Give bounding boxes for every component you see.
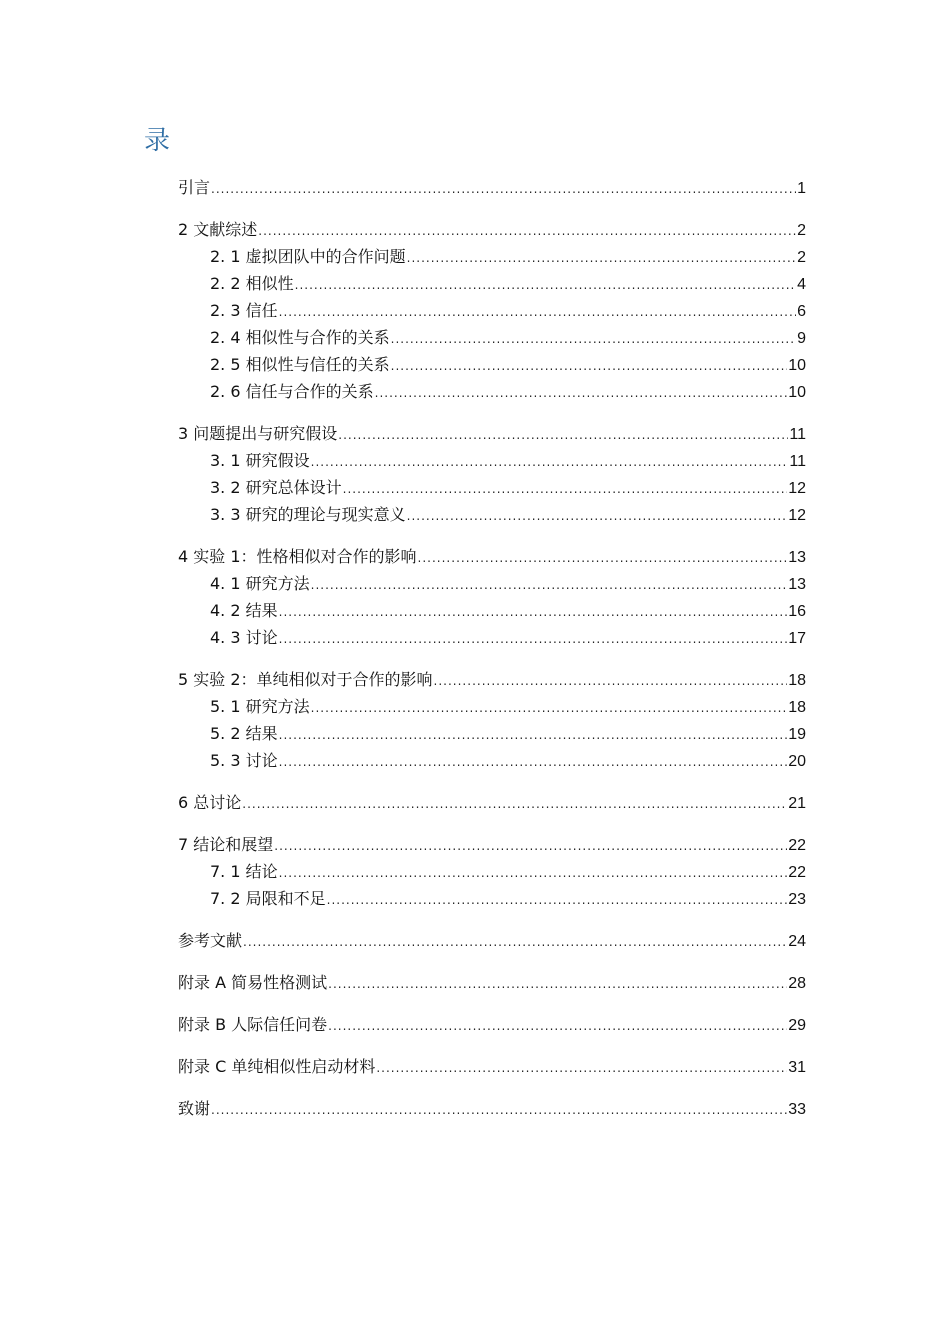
toc-entry-title: 3. 1 研究假设	[210, 451, 310, 470]
toc-entry[interactable]	[178, 859, 806, 886]
toc-entry-page-number: 22	[788, 864, 806, 881]
toc-entry-page-number: 18	[788, 699, 806, 716]
toc-dot-leader	[295, 273, 796, 298]
toc-entry-page-number: 10	[788, 357, 806, 374]
toc-dot-leader	[327, 888, 788, 913]
toc-entry[interactable]	[178, 1012, 806, 1039]
table-of-contents	[178, 175, 806, 1123]
toc-dot-leader	[279, 600, 788, 625]
toc-entry-page-number: 9	[797, 330, 806, 347]
toc-dot-leader	[391, 327, 796, 352]
toc-dot-leader	[211, 1098, 787, 1123]
toc-entry-title: 5. 2 结果	[210, 724, 278, 743]
toc-entry[interactable]	[178, 970, 806, 997]
toc-dot-leader	[376, 1056, 787, 1081]
toc-entry[interactable]	[178, 721, 806, 748]
toc-entry-title: 参考文献	[178, 931, 243, 950]
toc-entry-title: 附录 B 人际信任问卷	[178, 1015, 328, 1034]
toc-entry-title: 5. 1 研究方法	[210, 697, 310, 716]
toc-entry[interactable]	[178, 598, 806, 625]
toc-entry[interactable]	[178, 625, 806, 652]
toc-dot-leader	[407, 504, 788, 529]
toc-entry-title: 2. 4 相似性与合作的关系	[210, 328, 390, 347]
toc-entry[interactable]	[178, 244, 806, 271]
toc-entry-title: 5 实验 2：单纯相似对于合作的影响	[178, 670, 433, 689]
toc-dot-leader	[311, 696, 788, 721]
toc-dot-leader	[242, 792, 787, 817]
toc-dot-leader	[279, 750, 788, 775]
toc-entry[interactable]	[178, 790, 806, 817]
toc-entry[interactable]	[178, 217, 806, 244]
toc-entry[interactable]	[178, 748, 806, 775]
toc-entry-page-number: 17	[788, 630, 806, 647]
toc-entry-page-number: 20	[788, 753, 806, 770]
toc-dot-leader	[434, 669, 788, 694]
toc-entry-page-number: 11	[789, 453, 806, 470]
toc-entry[interactable]	[178, 379, 806, 406]
toc-entry[interactable]	[178, 544, 806, 571]
toc-dot-leader	[279, 300, 796, 325]
toc-entry-page-number: 33	[788, 1101, 806, 1118]
toc-entry-title: 2 文献综述	[178, 220, 258, 239]
toc-entry[interactable]	[178, 421, 806, 448]
toc-dot-leader	[418, 546, 788, 571]
toc-entry-title: 2. 2 相似性	[210, 274, 294, 293]
toc-entry-page-number: 10	[788, 384, 806, 401]
toc-entry-page-number: 1	[797, 180, 806, 197]
toc-entry-page-number: 12	[788, 480, 806, 497]
toc-dot-leader	[311, 450, 789, 475]
toc-dot-leader	[211, 177, 796, 202]
toc-entry-title: 4. 2 结果	[210, 601, 278, 620]
toc-entry-title: 4. 3 讨论	[210, 628, 278, 647]
toc-entry-page-number: 22	[788, 837, 806, 854]
toc-entry-title: 7. 2 局限和不足	[210, 889, 326, 908]
toc-entry-page-number: 18	[788, 672, 806, 689]
toc-dot-leader	[279, 627, 788, 652]
toc-dot-leader	[328, 972, 787, 997]
toc-entry-title: 5. 3 讨论	[210, 751, 278, 770]
toc-entry[interactable]	[178, 886, 806, 913]
toc-entry[interactable]	[178, 1096, 806, 1123]
toc-dot-leader	[343, 477, 788, 502]
toc-entry-page-number: 6	[797, 303, 806, 320]
toc-entry-page-number: 2	[797, 249, 806, 266]
toc-entry-page-number: 4	[797, 276, 806, 293]
toc-entry-title: 7 结论和展望	[178, 835, 274, 854]
toc-dot-leader	[375, 381, 788, 406]
toc-entry[interactable]	[178, 448, 806, 475]
toc-entry-title: 致谢	[178, 1099, 211, 1118]
toc-entry-page-number: 13	[788, 549, 806, 566]
toc-entry-title: 7. 1 结论	[210, 862, 278, 881]
toc-dot-leader	[391, 354, 788, 379]
toc-entry[interactable]	[178, 475, 806, 502]
toc-entry-title: 附录 A 简易性格测试	[178, 973, 328, 992]
toc-dot-leader	[311, 573, 788, 598]
toc-heading: 录	[144, 126, 171, 156]
toc-entry-title: 2. 6 信任与合作的关系	[210, 382, 374, 401]
toc-entry-title: 3. 2 研究总体设计	[210, 478, 342, 497]
toc-dot-leader	[407, 246, 796, 271]
toc-entry[interactable]	[178, 325, 806, 352]
toc-entry[interactable]	[178, 832, 806, 859]
toc-dot-leader	[338, 423, 788, 448]
toc-entry-title: 3 问题提出与研究假设	[178, 424, 338, 443]
toc-entry[interactable]	[178, 298, 806, 325]
toc-entry-page-number: 21	[788, 795, 806, 812]
toc-entry-title: 6 总讨论	[178, 793, 242, 812]
toc-entry-page-number: 13	[788, 576, 806, 593]
toc-entry-title: 引言	[178, 178, 211, 197]
toc-entry-page-number: 23	[788, 891, 806, 908]
toc-entry[interactable]	[178, 175, 806, 202]
toc-entry[interactable]	[178, 502, 806, 529]
toc-dot-leader	[243, 930, 787, 955]
toc-entry-page-number: 11	[789, 426, 806, 443]
toc-entry-page-number: 19	[788, 726, 806, 743]
toc-dot-leader	[274, 834, 787, 859]
toc-entry[interactable]	[178, 271, 806, 298]
toc-dot-leader	[279, 861, 788, 886]
toc-dot-leader	[328, 1014, 787, 1039]
toc-dot-leader	[279, 723, 788, 748]
toc-entry[interactable]	[178, 694, 806, 721]
toc-entry-title: 2. 5 相似性与信任的关系	[210, 355, 390, 374]
toc-entry[interactable]	[178, 928, 806, 955]
toc-entry[interactable]	[178, 667, 806, 694]
toc-entry[interactable]	[178, 1054, 806, 1081]
toc-dot-leader	[258, 219, 796, 244]
toc-entry-page-number: 12	[788, 507, 806, 524]
toc-entry-title: 2. 1 虚拟团队中的合作问题	[210, 247, 406, 266]
toc-entry-page-number: 28	[788, 975, 806, 992]
toc-entry-title: 附录 C 单纯相似性启动材料	[178, 1057, 376, 1076]
toc-entry-page-number: 16	[788, 603, 806, 620]
toc-entry-title: 4. 1 研究方法	[210, 574, 310, 593]
toc-entry-page-number: 24	[788, 933, 806, 950]
toc-entry[interactable]	[178, 352, 806, 379]
toc-entry[interactable]	[178, 571, 806, 598]
toc-entry-title: 3. 3 研究的理论与现实意义	[210, 505, 406, 524]
toc-entry-page-number: 2	[797, 222, 806, 239]
toc-entry-title: 4 实验 1：性格相似对合作的影响	[178, 547, 417, 566]
toc-entry-page-number: 31	[788, 1059, 806, 1076]
toc-entry-title: 2. 3 信任	[210, 301, 278, 320]
toc-entry-page-number: 29	[788, 1017, 806, 1034]
